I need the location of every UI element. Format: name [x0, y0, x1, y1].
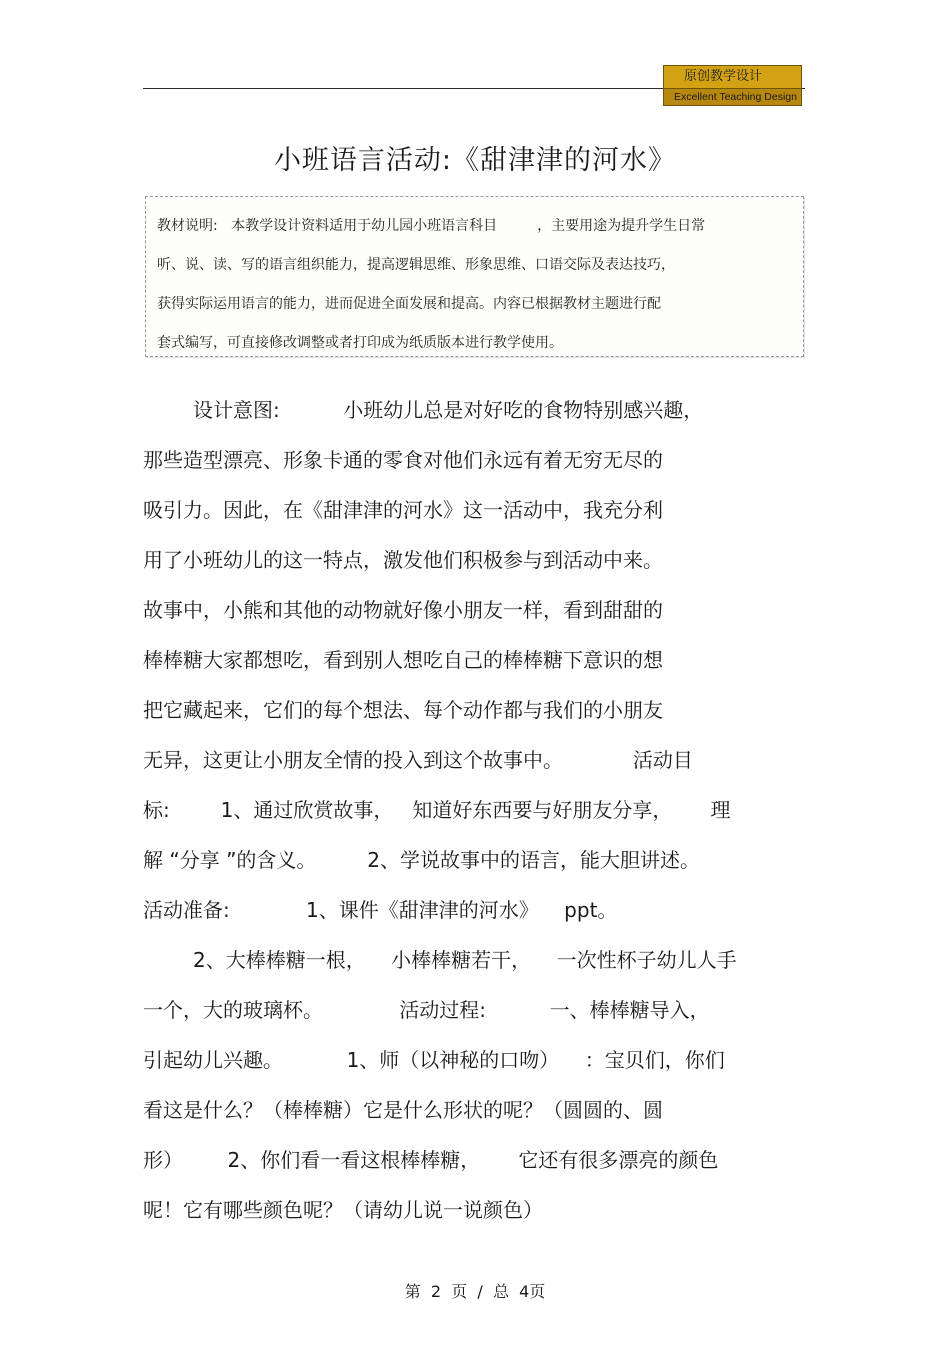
body-line: 一个，大的玻璃杯。 活动过程: 一、棒棒糖导入，: [143, 998, 710, 1022]
lesson-body: [143, 385, 808, 1235]
note-line: 听、说、读、写的语言组织能力，提高逻辑思维、形象思维、口语交际及表达技巧，: [157, 257, 675, 273]
body-line: 那些造型漂亮、形象卡通的零食对他们永远有着无穷无尽的: [143, 448, 663, 472]
body-line: 吸引力。因此，在《甜津津的河水》这一活动中，我充分利: [143, 498, 663, 522]
body-line: 无异，这更让小朋友全情的投入到这个故事中。 活动目: [143, 748, 693, 772]
body-line: 活动准备: 1、课件《甜津津的河水》 ppt。: [143, 898, 618, 922]
body-line: 2、大棒棒糖一根， 小棒棒糖若干， 一次性杯子幼儿人手: [193, 948, 737, 972]
material-note-box: [145, 196, 804, 357]
badge-chinese-label: 原创教学设计: [663, 65, 802, 89]
note-line: 套式编写，可直接修改调整或者打印成为纸质版本进行教学使用。: [157, 335, 563, 351]
body-line: 看这是什么？（棒棒糖）它是什么形状的呢？（圆圆的、圆: [143, 1098, 663, 1122]
page-title: 小班语言活动:《甜津津的河水》: [273, 145, 677, 176]
body-line: 设计意图: 小班幼儿总是对好吃的食物特别感兴趣，: [193, 398, 704, 422]
body-line: 用了小班幼儿的这一特点，激发他们积极参与到活动中来。: [143, 548, 663, 572]
page-number: 第 2 页 / 总 4页: [404, 1282, 546, 1301]
body-line: 引起幼儿兴趣。 1、师（以神秘的口吻） ：宝贝们，你们: [143, 1048, 725, 1072]
body-line: 形） 2、你们看一看这根棒棒糖， 它还有很多漂亮的颜色: [143, 1148, 719, 1172]
body-line: 故事中，小熊和其他的动物就好像小朋友一样，看到甜甜的: [143, 598, 663, 622]
body-line: 把它藏起来，它们的每个想法、每个动作都与我们的小朋友: [143, 698, 663, 722]
body-line: 呢！它有哪些颜色呢？（请幼儿说一说颜色）: [143, 1198, 543, 1222]
body-line: 解 “分享 ”的含义。 2、学说故事中的语言，能大胆讲述。: [143, 848, 701, 872]
original-design-badge: [663, 65, 802, 106]
body-line: 棒棒糖大家都想吃，看到别人想吃自己的棒棒糖下意识的想: [143, 648, 663, 672]
body-line: 标: 1、通过欣赏故事， 知道好东西要与好朋友分享， 理: [143, 798, 731, 822]
badge-english-label: Excellent Teaching Design: [663, 89, 802, 106]
note-line: 获得实际运用语言的能力，进而促进全面发展和提高。内容已根据教材主题进行配: [157, 296, 661, 312]
note-line: 教材说明: 本教学设计资料适用于幼儿园小班语言科目 ，主要用途为提升学生日常: [157, 218, 706, 234]
